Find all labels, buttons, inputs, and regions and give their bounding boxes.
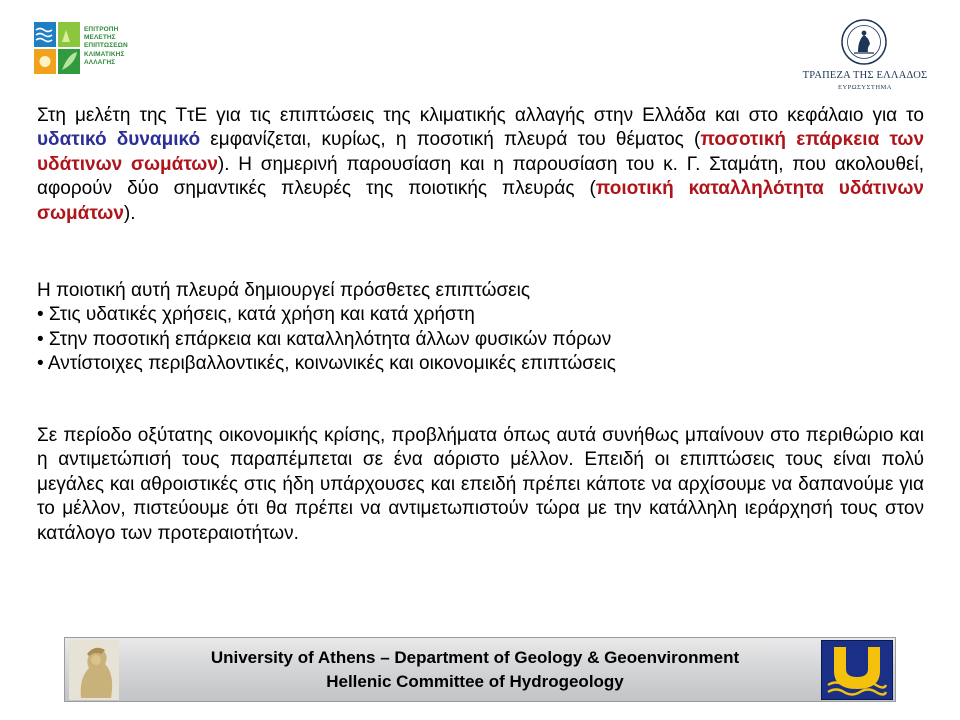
highlight-qualitative-suitability: ποιοτική καταλληλότητα υδάτινων σωμάτων: [37, 178, 924, 224]
logo-text-line: ΕΠΙΠΤΩΣΕΩΝ: [84, 42, 128, 50]
paragraph-economic-crisis: [37, 424, 924, 546]
athena-statue-icon: [69, 640, 119, 700]
text-segment: ).: [123, 202, 136, 224]
climate-committee-logo-icon: [34, 22, 80, 74]
paragraph-text: [37, 104, 924, 226]
impact-bullet: • Στις υδατικές χρήσεις, κατά χρήση και κατά χρήστη: [37, 304, 475, 326]
climate-committee-logo-text: [84, 26, 154, 67]
logo-text-line: ΜΕΛΕΤΗΣ: [84, 34, 116, 42]
paragraph-water-potential: [37, 104, 924, 226]
text-segment: εμφανίζεται, κυρίως, η ποσοτική πλευρά του θέματος (: [200, 129, 701, 151]
bank-name: ΤΡΑΠΕΖΑ ΤΗΣ ΕΛΛΑΔΟΣ: [802, 70, 928, 81]
impact-bullet: • Στην ποσοτική επάρκεια και καταλληλότητα άλλων φυσικών πόρων: [37, 328, 612, 350]
hydrogeology-logo-icon: [822, 641, 892, 699]
hydrogeology-logo: [821, 640, 893, 700]
text-segment: Στη μελέτη της ΤτΕ για τις επιπτώσεις της κλιματικής αλλαγής στην Ελλάδα και στο κεφάλαιο για το: [37, 105, 924, 126]
impact-bullet: • Αντίστοιχες περιβαλλοντικές, κοινωνικές και οικονομικές επιπτώσεις: [37, 353, 616, 375]
highlight-quantitative-adequacy: ποσοτική επάρκεια των υδάτινων σωμάτων: [37, 129, 925, 175]
impacts-intro: Η ποιοτική αυτή πλευρά δημιουργεί πρόσθετες επιπτώσεις: [37, 280, 531, 301]
text-segment: ). Η σημερινή παρουσίαση και η παρουσίαση του κ. Γ. Σταμάτη, που ακολουθεί, αφορούν δύο σημαντικές πλευρές της ποιοτικής πλευράς (: [37, 153, 924, 200]
paragraph-text: Σε περίοδο οξύτατης οικονομικής κρίσης, προβλήματα όπως αυτά συνήθως μπαίνουν στο περιθώριο και η αντιμετώπισή τους παραπέμπεται σε ένα αόριστο μέλλον. Επειδή οι επιπτώσεις τους είναι πολύ μεγάλες και αθροιστικές στις ήδη υπάρχουσες και επειδή πρέπει κάποτε να αρχίσουμε να δαπανούμε για το μέλλον, πιστεύουμε ότι θα πρέπει να αντιμετωπιστούν τώρα με την κατάλληλη ιεράρχησή τους στον κατάλογο των προτεραιοτήτων.: [37, 425, 924, 544]
bank-of-greece-seal-icon: [840, 18, 888, 66]
footer-university-line: University of Athens – Department of Geology & Geoenvironment: [210, 648, 740, 667]
bank-of-greece-logo: [790, 18, 940, 98]
paragraph-additional-impacts: [37, 279, 924, 377]
footer-banner: [64, 637, 896, 702]
climate-committee-logo: [34, 22, 144, 82]
logo-text-line: ΚΛΙΜΑΤΙΚΗΣ: [84, 50, 125, 58]
bank-subtitle: ΕΥΡΩΣΥΣΤΗΜΑ: [837, 84, 892, 91]
logo-text-line: ΕΠΙΤΡΟΠΗ: [84, 26, 119, 33]
footer-committee-line: Hellenic Committee of Hydrogeology: [326, 672, 624, 691]
logo-text-line: ΑΛΛΑΓΗΣ: [84, 58, 116, 66]
highlight-water-potential: υδατικό δυναμικό: [37, 129, 201, 151]
